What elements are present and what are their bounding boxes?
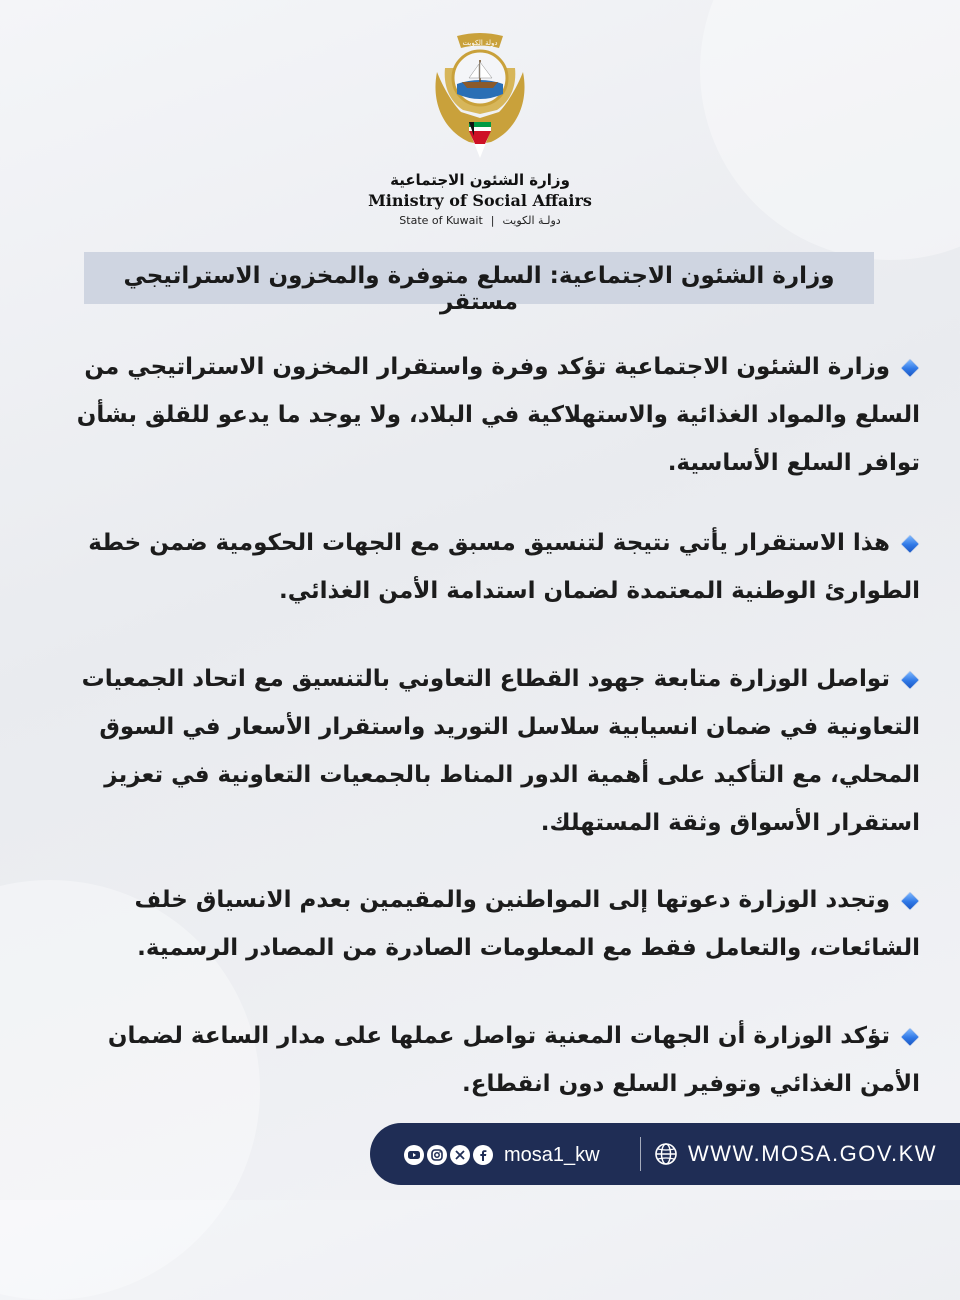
blue-diamond-icon (902, 359, 919, 376)
bullet-point (40, 876, 920, 972)
kuwait-emblem-logo (429, 32, 531, 160)
facebook-icon[interactable] (473, 1145, 493, 1165)
globe-icon (654, 1142, 678, 1166)
bullet-text: وزارة الشئون الاجتماعية تؤكد وفرة واستقرار المخزون الاستراتيجي من السلع والمواد الغذائية والاستهلاكية في البلاد، ولا يوجد ما يدعو للقلق بشأن توافر السلع الأساسية. (76, 354, 920, 476)
bullet-point (40, 519, 920, 615)
bullet-text: هذا الاستقرار يأتي نتيجة لتنسيق مسبق مع الجهات الحكومية ضمن خطة الطوارئ الوطنية المعتمدة لضمان استدامة الأمن الغذائي. (88, 530, 920, 604)
bullet-text: تؤكد الوزارة أن الجهات المعنية تواصل عملها على مدار الساعة لضمان الأمن الغذائي وتوفير السلع دون انقطاع. (107, 1023, 920, 1097)
headline-banner: وزارة الشئون الاجتماعية: السلع متوفرة والمخزون الاستراتيجي مستقر (84, 252, 874, 304)
website-link[interactable] (654, 1141, 937, 1167)
ministry-name-block (330, 170, 630, 230)
footer-divider (640, 1137, 641, 1171)
blue-diamond-icon (902, 1028, 919, 1045)
x-icon[interactable] (450, 1145, 470, 1165)
footer-bar (370, 1123, 960, 1185)
bullet-text: تواصل الوزارة متابعة جهود القطاع التعاوني بالتنسيق مع اتحاد الجمعيات التعاونية في ضمان انسيابية سلاسل التوريد واستقرار الأسعار في السوق المحلي، مع التأكيد على أهمية الدور المناط بالجمعيات التعاونية في تعزيز استقرار الأسواق وثقة المستهلك. (81, 666, 920, 836)
blue-diamond-icon (902, 671, 919, 688)
state-arabic: دولـة الكويت (502, 214, 561, 227)
social-links (404, 1142, 600, 1168)
website-url[interactable]: WWW.MOSA.GOV.KW (688, 1141, 938, 1166)
background-decoration (700, 0, 960, 260)
social-handle[interactable]: mosa1_kw (504, 1143, 600, 1166)
ministry-name-arabic: وزارة الشئون الاجتماعية (390, 171, 570, 189)
bullet-point (40, 343, 920, 487)
youtube-icon[interactable] (404, 1145, 424, 1165)
bullet-point (40, 655, 920, 847)
instagram-icon[interactable] (427, 1145, 447, 1165)
state-divider: | (490, 214, 495, 227)
emblem-text: دولة الكويت (462, 39, 498, 47)
state-english: State of Kuwait (399, 214, 483, 227)
ministry-name-english: Ministry of Social Affairs (368, 191, 592, 210)
bullet-text: وتجدد الوزارة دعوتها إلى المواطنين والمقيمين بعدم الانسياق خلف الشائعات، والتعامل فقط مع المعلومات الصادرة من المصادر الرسمية. (134, 887, 920, 961)
state-line (330, 212, 630, 230)
blue-diamond-icon (902, 892, 919, 909)
bullet-point (40, 1012, 920, 1108)
blue-diamond-icon (902, 535, 919, 552)
